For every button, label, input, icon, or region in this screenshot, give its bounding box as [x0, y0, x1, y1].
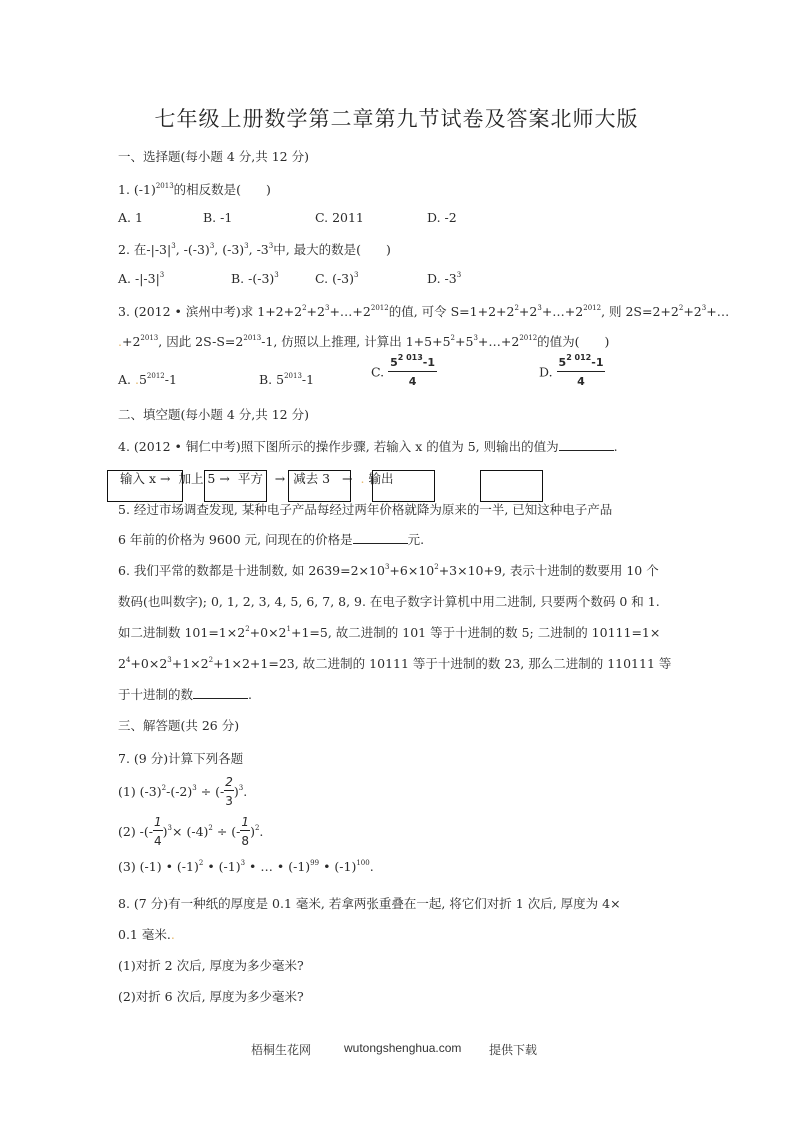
q3-option-a: A. $.5^{2012}-1$ — [118, 372, 177, 387]
q3-option-b: B. $5^{2013}-1$ — [259, 372, 315, 387]
q2-option-d: D. $-3^3$ — [427, 271, 462, 286]
question-8-line-1: 8. (7 分)有一种纸的厚度是 0.1 毫米, 若拿两张重叠在一起, 将它们对折 1 次后, 厚度为 4× — [118, 896, 621, 911]
fraction: $\frac{1}{8}$ — [241, 815, 250, 848]
q1-option-b: B. -1 — [203, 210, 233, 225]
q1-option-a: A. 1 — [118, 210, 143, 225]
question-6-line-5: 于十进制的数 . — [118, 687, 252, 702]
q2-option-c: C. $(-3)^3$ — [315, 271, 359, 286]
section-heading-choice: 一、选择题(每小题 4 分,共 12 分) — [118, 149, 309, 164]
q7-part-3: (3) (-1) • $(-1)^2$ • $(-1)^3$ • … • $(-1)^{99}$ • $(-1)^{100}$. — [118, 859, 374, 874]
flowchart-labels: 输入 x → 加上 5 → 平方 → 减去 3 → . 输出 — [120, 471, 394, 486]
answer-blank[interactable] — [353, 531, 408, 544]
q8-part-1: (1)对折 2 次后, 厚度为多少毫米? — [118, 958, 304, 973]
flowchart-box-square — [288, 470, 351, 502]
arrow-icon: → — [342, 471, 353, 486]
question-8-line-2: 0.1 毫米.. — [118, 927, 175, 942]
arrow-icon: → — [274, 471, 286, 486]
question-4-stem: 4. (2012 • 铜仁中考)照下图所示的操作步骤, 若输入 x 的值为 5, 则输出的值为 . — [118, 439, 618, 454]
answer-blank[interactable] — [559, 438, 614, 451]
page-title: 七年级上册数学第二章第九节试卷及答案北师大版 — [154, 107, 639, 131]
fraction: $\frac{1}{4}$ — [154, 815, 162, 848]
question-7-stem: 7. (9 分)计算下列各题 — [118, 751, 244, 766]
flowchart-box-input — [107, 470, 183, 502]
q1-option-d: D. -2 — [427, 210, 457, 225]
footer-site-url[interactable]: wutongshenghua.com — [344, 1041, 462, 1055]
q7-part-2: (2) -(- $\frac{1}{4}$ )$^3\times (-4)^2$ ÷ (- $\frac{1}{8}$ )$^2$. — [118, 815, 264, 848]
flowchart-box-output — [480, 470, 543, 502]
answer-blank[interactable] — [193, 686, 248, 699]
q1-option-c: C. 2011 — [315, 210, 364, 225]
q2-option-a: A. $-|-3|^3$ — [118, 271, 165, 286]
fraction: $\frac{5^{2 012}-1}{4}$ — [558, 353, 604, 388]
fraction: $\frac{5^{2 013}-1}{4}$ — [390, 353, 436, 388]
flowchart-box-add — [204, 470, 267, 502]
footer-site-name: 梧桐生花网 — [251, 1043, 312, 1057]
question-6-line-3: 如二进制数 $101=1\times 2^2+0\times 2^1+1=5$, 故二进制的 101 等于十进制的数 5; 二进制的 10111=1× — [118, 625, 661, 640]
question-1-stem: 1. $(-1)^{2013}$的相反数是( ) — [118, 182, 271, 197]
q7-part-1: (1) $(-3)^2-(-2)^3$ ÷ (- $\frac{2}{3}$ )$^3$. — [118, 775, 248, 808]
question-3-line-2: $.+2^{2013}$, 因此 $2S-S=2^{2013}-1$, 仿照以上推理, 计算出 $1+5+5^2+5^3+\dots+2^{2012}$的值为( ) — [118, 334, 610, 349]
question-3-line-1: 3. (2012 • 滨州中考)求 $1+2+2^2+2^3+\dots+2^{2012}$的值, 可令 $S=1+2+2^2+2^3+\dots+2^{2012}$, 则 $2S=2+2^2+2^3+\dots$ — [118, 304, 730, 319]
arrow-icon: → — [219, 471, 230, 486]
question-6-line-2: 数码(也叫数字); 0, 1, 2, 3, 4, 5, 6, 7, 8, 9. 在电子数字计算机中用二进制, 只要两个数码 0 和 1. — [118, 594, 660, 609]
q2-option-b: B. $-(-3)^3$ — [231, 271, 279, 286]
arrow-icon: → — [160, 471, 171, 486]
q8-part-2: (2)对折 6 次后, 厚度为多少毫米? — [118, 989, 304, 1004]
question-6-line-1: 6. 我们平常的数都是十进制数, 如 $2639=2\times 10^3+6\times 10^2+3\times 10+9$, 表示十进制的数要用 10 个 — [118, 563, 659, 578]
question-6-line-4: $2^4+0\times 2^3+1\times 2^2+1\times 2+1=23$, 故二进制的 10111 等于十进制的数 23, 那么二进制的 110111 等 — [118, 656, 672, 671]
section-heading-solve: 三、解答题(共 26 分) — [118, 718, 240, 733]
question-5-line-2: 6 年前的价格为 9600 元, 问现在的价格是 元. — [118, 532, 425, 547]
question-2-stem: 2. 在$-|-3|^3$, $-(-3)^3$, $(-3)^3$, $-3^3$中, 最大的数是( ) — [118, 242, 391, 257]
fraction: $\frac{2}{3}$ — [225, 775, 233, 808]
question-5-line-1: 5. 经过市场调查发现, 某种电子产品每经过两年价格就降为原来的一半, 已知这种电子产品 — [118, 502, 613, 517]
section-heading-fill: 二、填空题(每小题 4 分,共 12 分) — [118, 407, 309, 422]
footer-download-note: 提供下载 — [489, 1043, 538, 1057]
q3-option-c: C. $\frac{5^{2 013}-1}{4}$ — [371, 353, 436, 388]
flowchart-box-subtract — [372, 470, 435, 502]
q3-option-d: D. $\frac{5^{2 012}-1}{4}$ — [539, 353, 604, 388]
